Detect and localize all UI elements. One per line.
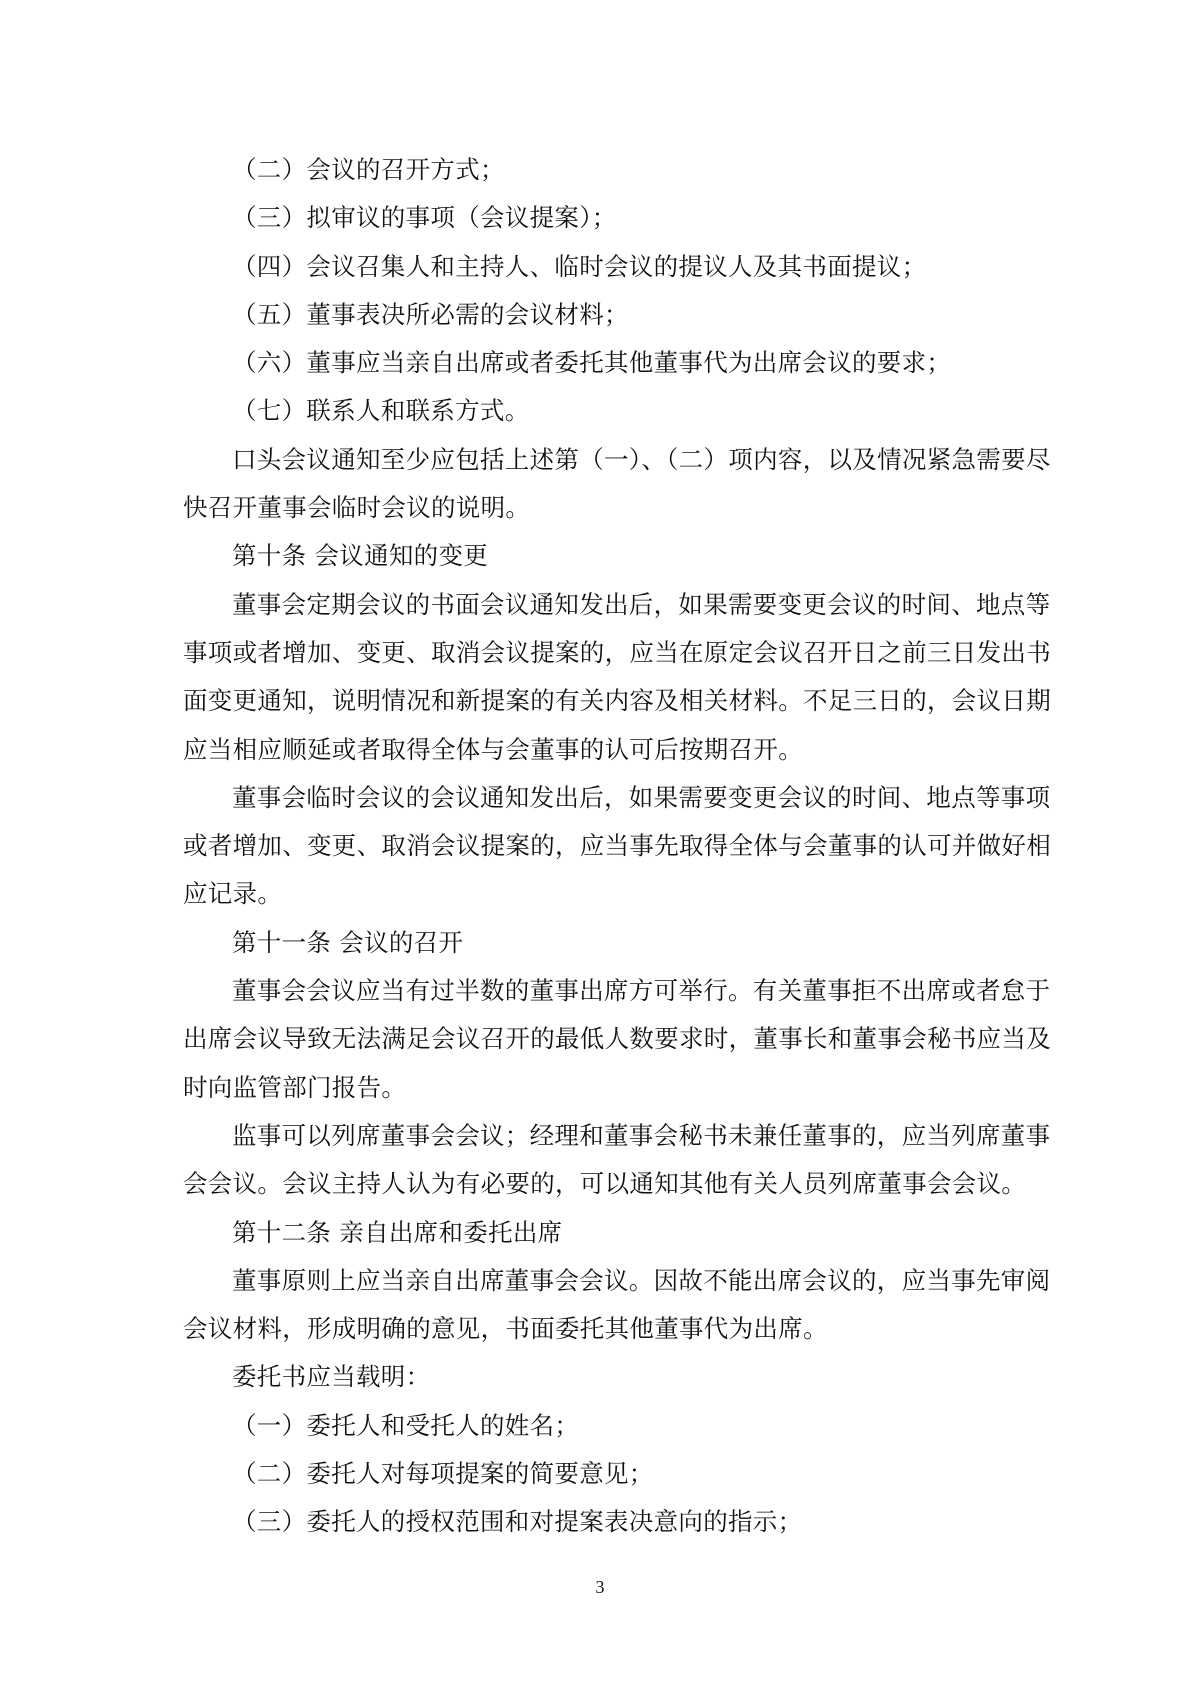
paragraph-line: 董事会临时会议的会议通知发出后，如果需要变更会议的时间、地点等事项	[232, 782, 1051, 812]
paragraph-line: 或者增加、变更、取消会议提案的，应当事先取得全体与会董事的认可并做好相	[183, 831, 1051, 861]
paragraph-line: 面变更通知，说明情况和新提案的有关内容及相关材料。不足三日的，会议日期	[183, 686, 1051, 716]
paragraph-line: 董事会定期会议的书面会议通知发出后，如果需要变更会议的时间、地点等	[232, 589, 1051, 619]
page-number: 3	[595, 1577, 605, 1597]
article-heading: 第十二条 亲自出席和委托出席	[232, 1217, 563, 1247]
list-item: （五）董事表决所必需的会议材料；	[232, 299, 629, 329]
list-item: （二）委托人对每项提案的简要意见；	[232, 1459, 654, 1489]
paragraph-line: 会会议。会议主持人认为有必要的，可以通知其他有关人员列席董事会会议。	[183, 1169, 1027, 1199]
paragraph-line: 应当相应顺延或者取得全体与会董事的认可后按期召开。	[183, 734, 803, 764]
list-item: （四）会议召集人和主持人、临时会议的提议人及其书面提议；	[232, 251, 927, 281]
article-heading: 第十一条 会议的召开	[232, 927, 464, 957]
paragraph-line: 应记录。	[183, 879, 283, 909]
paragraph-line: 董事会会议应当有过半数的董事出席方可举行。有关董事拒不出席或者怠于	[232, 976, 1051, 1006]
paragraph-line: 董事原则上应当亲自出席董事会会议。因故不能出席会议的，应当事先审阅	[232, 1265, 1051, 1295]
paragraph-line: 口头会议通知至少应包括上述第（一）、（二）项内容，以及情况紧急需要尽	[232, 444, 1051, 474]
paragraph-line: 监事可以列席董事会会议；经理和董事会秘书未兼任董事的，应当列席董事	[232, 1120, 1051, 1150]
paragraph-line: 委托书应当载明：	[232, 1362, 431, 1392]
list-item: （三）委托人的授权范围和对提案表决意向的指示；	[232, 1507, 803, 1537]
list-item: （七）联系人和联系方式。	[232, 396, 530, 426]
document-body	[183, 146, 1051, 1547]
list-item: （一）委托人和受托人的姓名；	[232, 1410, 580, 1440]
paragraph-line: 会议材料，形成明确的意见，书面委托其他董事代为出席。	[183, 1314, 828, 1344]
list-item: （六）董事应当亲自出席或者委托其他董事代为出席会议的要求；	[232, 348, 952, 378]
list-item: （三）拟审议的事项（会议提案）；	[232, 203, 617, 233]
paragraph-line: 时向监管部门报告。	[183, 1072, 407, 1102]
paragraph-line: 出席会议导致无法满足会议召开的最低人数要求时，董事长和董事会秘书应当及	[183, 1024, 1051, 1054]
paragraph-line: 事项或者增加、变更、取消会议提案的，应当在原定会议召开日之前三日发出书	[183, 637, 1051, 667]
list-item: （二）会议的召开方式；	[232, 155, 505, 184]
paragraph-line: 快召开董事会临时会议的说明。	[183, 493, 531, 523]
article-heading: 第十条 会议通知的变更	[232, 541, 489, 571]
